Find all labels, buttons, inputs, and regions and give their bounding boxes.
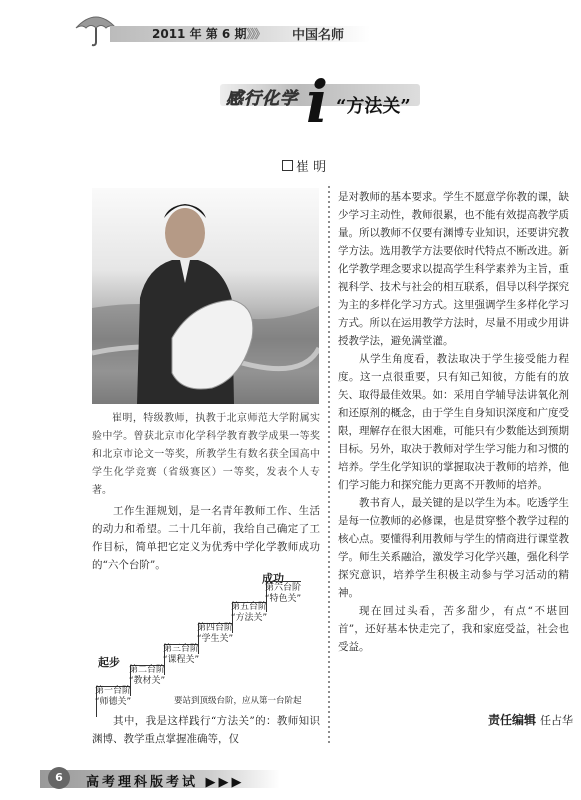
right-paragraph-3: 教书育人，最关键的是以学生为本。吃透学生是每一位教师的必修课，也是贯穿整个教学过程的核心点。要懂得利用教师与学生的情商进行课堂教学。师生关系融洽，激发学习化学兴趣，强化科学探究意识，培养学生积极主动参与学习活动的精神。 bbox=[338, 497, 569, 599]
author-photo bbox=[92, 188, 319, 404]
page-number: 6 bbox=[48, 767, 70, 789]
stairs-note: 要站到顶级台阶，应从第一台阶起 bbox=[174, 696, 302, 706]
author-bio bbox=[92, 410, 320, 500]
step-2-label: 第二台阶 “教材关” bbox=[128, 665, 166, 686]
title-prefix: 感行化学 bbox=[226, 89, 298, 109]
left-paragraph-2 bbox=[92, 712, 320, 748]
issue-label: 2011 年 第 6 期 bbox=[152, 27, 247, 41]
six-steps-diagram bbox=[92, 568, 320, 710]
step-6-label: 第六台阶 “特色关” bbox=[264, 583, 302, 604]
left-paragraph-2-text: 其中，我是这样践行“方法关”的：教师知识渊博、教学重点掌握准确等，仅 bbox=[92, 715, 320, 745]
left-paragraph-1 bbox=[92, 502, 320, 574]
title-suffix: “方法关” bbox=[336, 96, 411, 117]
step-5-label: 第五台阶 “方法关” bbox=[230, 602, 268, 623]
right-paragraph-4: 现在回过头看，苦多甜少，有点“不堪回首”，还好基本快走完了，我和家庭受益，社会也受益。 bbox=[338, 605, 569, 653]
editor-label: 责任编辑 bbox=[488, 713, 537, 727]
title-i-letter: i bbox=[306, 68, 329, 136]
right-paragraph-1: 是对教师的基本要求。学生不愿意学你教的课，缺少学习主动性，教师很累，也不能有效提高教学质量。所以教师不仅要有渊博专业知识，还要讲究教学方法。选用教学方法要依时代特点不断改进。新化学教学理念要求以提高学生科学素养为主旨，重视科学、技术与社会的相互联系，倡导以科学探究为主的多样化学习方式。这里强调学生多样化学习方式。所以在运用教学方法时，尽量不用或少用讲授教学法，避免满堂灌。 bbox=[338, 191, 569, 347]
photo-illustration bbox=[92, 188, 319, 404]
bio-text: 崔明，特级教师，执教于北京师范大学附属实验中学。曾获北京市化学科学教育教学成果一等奖和北京市论文一等奖，所教学生有数名获全国高中学生化学竞赛（省级赛区）一等奖，发表个人专著。 bbox=[92, 413, 320, 496]
author-box-icon bbox=[282, 160, 293, 171]
step-4-label: 第四台阶 “学生关” bbox=[196, 623, 234, 644]
header-arrows: 》》》 bbox=[246, 27, 265, 41]
editor-name: 任占华 bbox=[540, 714, 573, 727]
right-column bbox=[338, 188, 569, 656]
footer-text: 高考理科版考试 bbox=[86, 775, 199, 790]
right-paragraph-2: 从学生角度看，教法取决于学生接受能力程度。这一点很重要，只有知己知彼，方能有的放矢、取得最佳效果。如：采用自学辅导法讲氧化剂和还原剂的概念，由于学生自身知识深度和广度受限，理解存在很大困难，可能只有少数能达到预期目标。另外，取决于教师对学生学习能力和习惯的培养。学生化学知识的掌握取决于教师的培养，他们学习能力和探究能力更离不开教师的培养。 bbox=[338, 353, 569, 491]
start-label: 起步 bbox=[98, 656, 120, 669]
footer-arrows-icon: ▶▶▶ bbox=[205, 775, 245, 790]
column-divider bbox=[326, 186, 332, 746]
magazine-name: 中国名师 bbox=[292, 28, 345, 43]
step-3-label: 第三台阶 “课程关” bbox=[162, 644, 200, 665]
left-paragraph-1-text: 工作生涯规划，是一名青年教师工作、生活的动力和希望。二十几年前，我给自己确定了工作目标，简单把它定义为优秀中学化学教师成功的“六个台阶”。 bbox=[92, 505, 320, 571]
success-label: 成功 bbox=[262, 572, 284, 585]
footer-title bbox=[86, 771, 245, 790]
step-1-label: 第一台阶 “师德关” bbox=[94, 686, 132, 707]
author-line bbox=[282, 156, 326, 175]
author-name: 崔 明 bbox=[296, 160, 327, 175]
